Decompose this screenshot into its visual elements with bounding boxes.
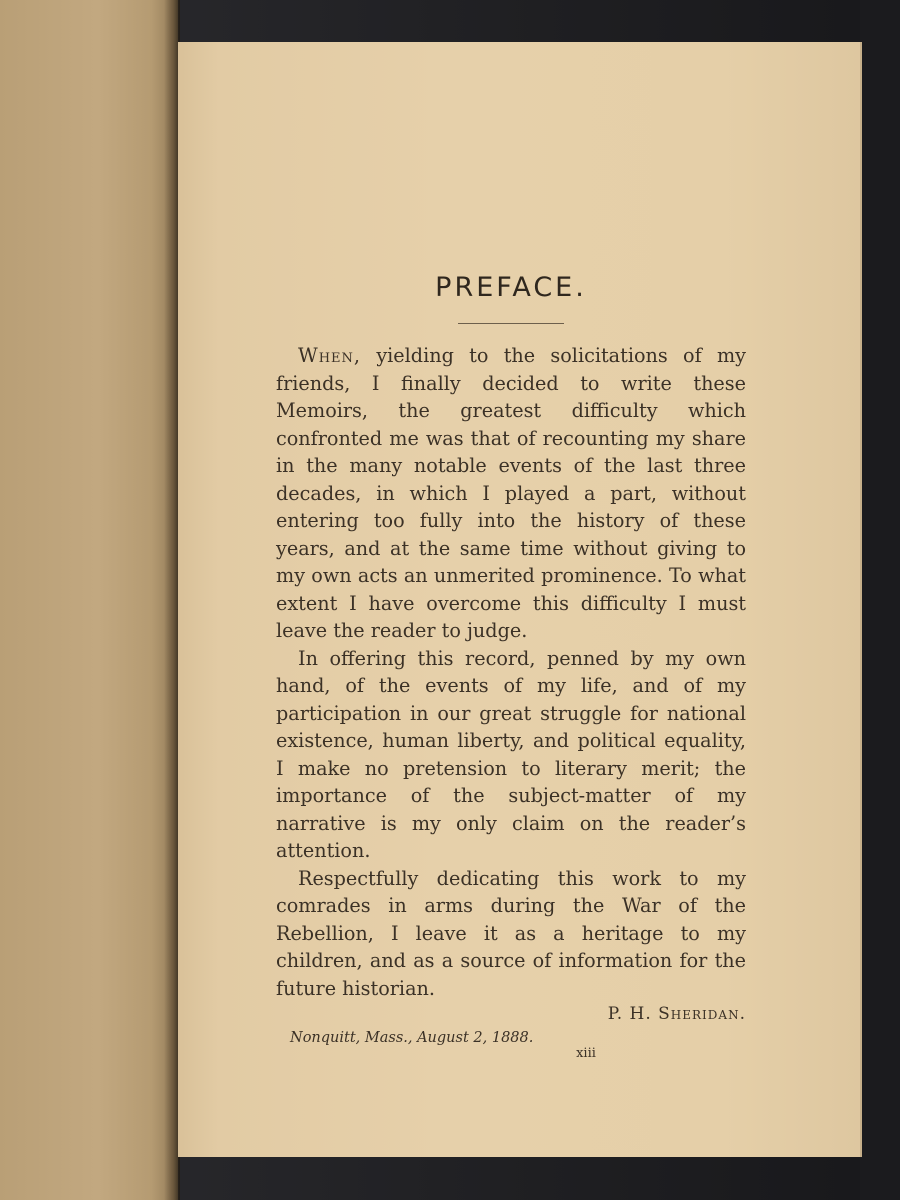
paragraph-1 xyxy=(276,342,746,645)
right-page xyxy=(178,42,860,1157)
paragraph-2: In offering this record, penned by my own hand, of the events of my life, and of my participation in our great struggle for national existence, human liberty, and political equality, I make no pretension to literary merit; the importance of the subject-matter of my narrative is my only claim on the reader’s attention. xyxy=(276,646,746,862)
paragraph-3: Respectfully dedicating this work to my comrades in arms during the War of the Rebellion, I leave it as a heritage to my children, and as a source of information for the future historian. xyxy=(276,866,746,1000)
left-page xyxy=(0,0,178,1200)
signature: P. H. Sheridan. xyxy=(607,1004,746,1024)
title-rule xyxy=(458,323,564,324)
background xyxy=(860,0,900,1200)
page-content xyxy=(276,272,746,1061)
paragraph-1-text: yielding to the solicitations of my friends, I finally decided to write these Memoirs, the greatest difficulty which confronted me was that of recounting my share in the many notable events of the last three decades, in which I played a part, without entering too fully into the history of these years, and at the same time without giving to my own acts an unmerited prominence. To what extent I have overcome this difficulty I must leave the reader to judge. xyxy=(276,344,746,642)
dateline: Nonquitt, Mass., August 2, 1888. xyxy=(290,1030,534,1046)
page-title: PREFACE. xyxy=(435,272,587,303)
page-number: xiii xyxy=(576,1046,596,1061)
paragraph-1-lead: When, xyxy=(298,344,362,367)
